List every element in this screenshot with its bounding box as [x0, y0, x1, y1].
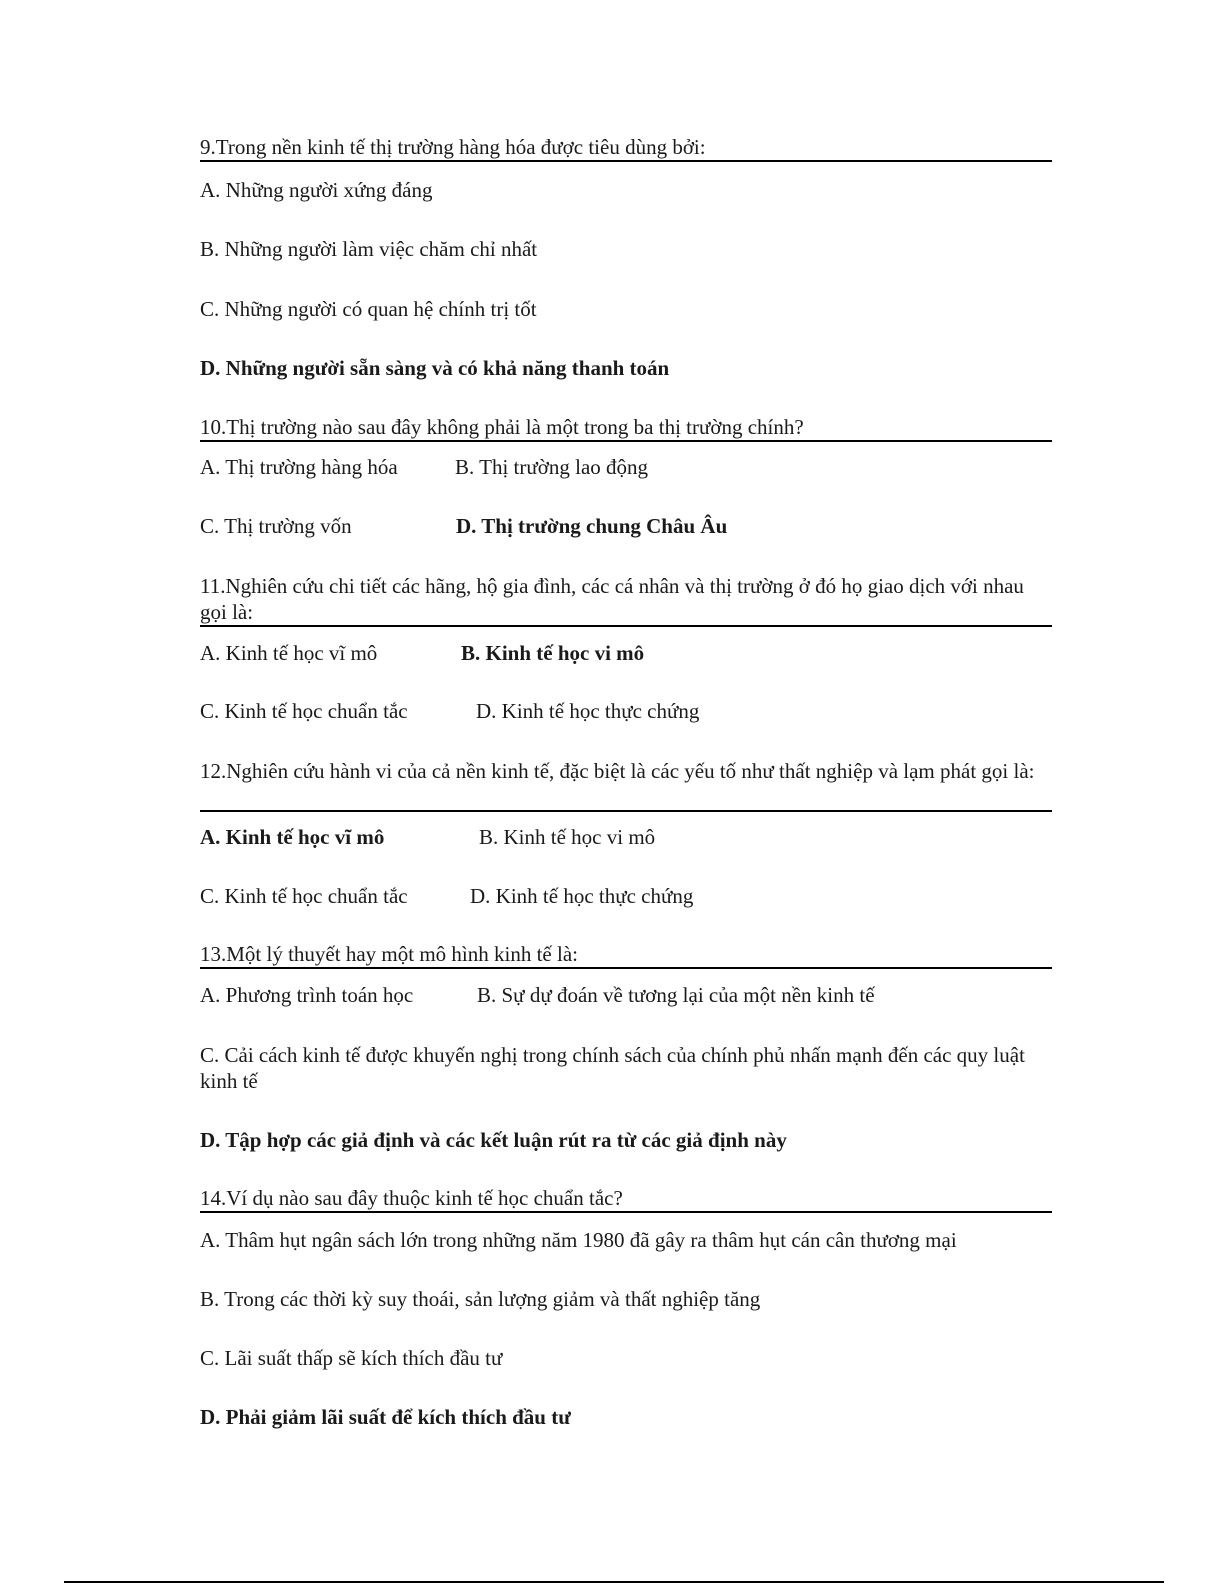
option-d: D. Kinh tế học thực chứng [476, 699, 700, 723]
option-d-correct: D. Những người sẵn sàng và có khả năng thanh toán [200, 356, 670, 380]
option-d: D. Kinh tế học thực chứng [470, 884, 694, 908]
option-a: A. Phương trình toán học [200, 983, 414, 1007]
question-stem: 10.Thị trường nào sau đây không phải là một trong ba thị trường chính? [200, 414, 1052, 442]
option-a: A. Thị trường hàng hóa [200, 455, 398, 479]
option-c: C. Thị trường vốn [200, 514, 352, 538]
question-stem: 14.Ví dụ nào sau đây thuộc kinh tế học chuẩn tắc? [200, 1185, 1052, 1213]
option-b: B. Trong các thời kỳ suy thoái, sản lượng giảm và thất nghiệp tăng [200, 1287, 761, 1311]
question-stem: 13.Một lý thuyết hay một mô hình kinh tế là: [200, 941, 1052, 969]
option-d-correct: D. Thị trường chung Châu Âu [456, 514, 728, 538]
option-c: C. Những người có quan hệ chính trị tốt [200, 297, 537, 321]
option-d-correct: D. Phải giảm lãi suất để kích thích đầu tư [200, 1405, 571, 1429]
option-a: A. Thâm hụt ngân sách lớn trong những năm 1980 đã gây ra thâm hụt cán cân thương mại [200, 1228, 957, 1252]
option-c: C. Kinh tế học chuẩn tắc [200, 884, 408, 908]
option-b: B. Kinh tế học vi mô [479, 825, 656, 849]
option-c: C. Kinh tế học chuẩn tắc [200, 699, 408, 723]
option-b: B. Những người làm việc chăm chỉ nhất [200, 237, 538, 261]
question-stem: 11.Nghiên cứu chi tiết các hãng, hộ gia đình, các cá nhân và thị trường ở đó họ giao dịch với nhau gọi là: [200, 573, 1052, 627]
option-a-correct: A. Kinh tế học vĩ mô [200, 825, 385, 849]
option-b: B. Thị trường lao động [455, 455, 649, 479]
question-stem: 9.Trong nền kinh tế thị trường hàng hóa được tiêu dùng bởi: [200, 134, 1052, 162]
question-stem: 12.Nghiên cứu hành vi của cả nền kinh tế, đặc biệt là các yếu tố như thất nghiệp và lạm phát gọi là: [200, 758, 1052, 812]
option-b: B. Sự dự đoán về tương lại của một nền kinh tế [477, 983, 875, 1007]
option-c: C. Lãi suất thấp sẽ kích thích đầu tư [200, 1346, 503, 1370]
option-c: C. Cải cách kinh tế được khuyến nghị trong chính sách của chính phủ nhấn mạnh đến các quy luật kinh tế [200, 1043, 1025, 1093]
option-a: A. Những người xứng đáng [200, 178, 433, 202]
option-d-correct: D. Tập hợp các giả định và các kết luận rút ra từ các giả định này [200, 1128, 787, 1152]
option-a: A. Kinh tế học vĩ mô [200, 641, 378, 665]
page-bottom-rule [64, 1581, 1164, 1583]
option-b-correct: B. Kinh tế học vi mô [461, 641, 645, 665]
